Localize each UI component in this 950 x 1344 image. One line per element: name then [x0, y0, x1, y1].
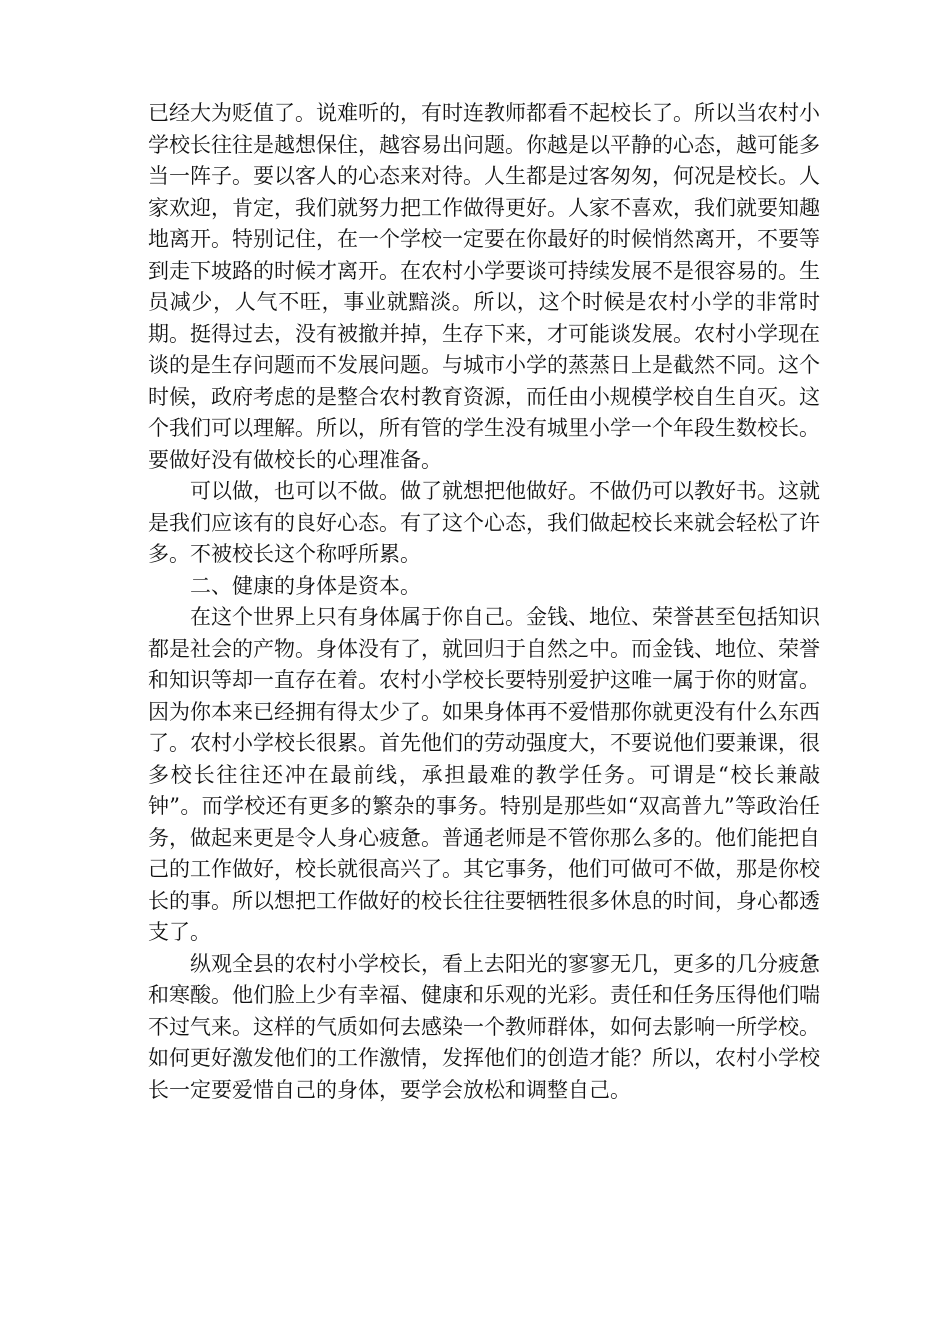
- section-heading: 二、健康的身体是资本。: [190, 573, 421, 598]
- paragraph-3: 在这个世界上只有身体属于你自己。金钱、地位、荣誉甚至包括知识都是社会的产物。身体没有了，就回归于自然之中。而金钱、地位、荣誉和知识等却一直存在着。农村小学校长要特别爱护这唯一属于你的财富。因为你本来已经拥有得太少了。如果身体再不爱惜那你就更没有什么东西了。农村小学校长很累。首先他们的劳动强度大，不要说他们要兼课，很多校长往往还冲在最前线，承担最难的教学任务。可谓是“校长兼敲钟”。而学校还有更多的繁杂的事务。特别是那些如“双高普九”等政治任务，做起来更是令人身心疲惫。普通老师是不管你那么多的。他们能把自己的工作做好，校长就很高兴了。其它事务，他们可做可不做，那是你校长的事。所以想把工作做好的校长往往要牺牲很多休息的时间，身心都透支了。: [148, 605, 820, 944]
- paragraph-1: 已经大为贬值了。说难听的，有时连教师都看不起校长了。所以当农村小学校长往往是越想保住，越容易出问题。你越是以平静的心态，越可能多当一阵子。要以客人的心态来对待。人生都是过客匆匆，何况是校长。人家欢迎，肯定，我们就努力把工作做得更好。人家不喜欢，我们就要知趣地离开。特别记住，在一个学校一定要在你最好的时候悄然离开，不要等到走下坡路的时候才离开。在农村小学要谈可持续发展不是很容易的。生员减少，人气不旺，事业就黯淡。所以，这个时候是农村小学的非常时期。挺得过去，没有被撤并掉，生存下来，才可能谈发展。农村小学现在谈的是生存问题而不发展问题。与城市小学的蒸蒸日上是截然不同。这个时候，政府考虑的是整合农村教育资源，而任由小规模学校自生自灭。这个我们可以理解。所以，所有管的学生没有城里小学一个年段生数校长。要做好没有做校长的心理准备。: [148, 101, 820, 472]
- paragraph-2: 可以做，也可以不做。做了就想把他做好。不做仍可以教好书。这就是我们应该有的良好心态。有了这个心态，我们做起校长来就会轻松了许多。不被校长这个称呼所累。: [148, 479, 820, 566]
- document-page: [148, 98, 820, 1106]
- paragraph-4: 纵观全县的农村小学校长，看上去阳光的寥寥无几，更多的几分疲惫和寒酸。他们脸上少有幸福、健康和乐观的光彩。责任和任务压得他们喘不过气来。这样的气质如何去感染一个教师群体，如何去影响一所学校。如何更好激发他们的工作激情，发挥他们的创造才能？所以，农村小学校长一定要爱惜自己的身体，要学会放松和调整自己。: [148, 951, 820, 1102]
